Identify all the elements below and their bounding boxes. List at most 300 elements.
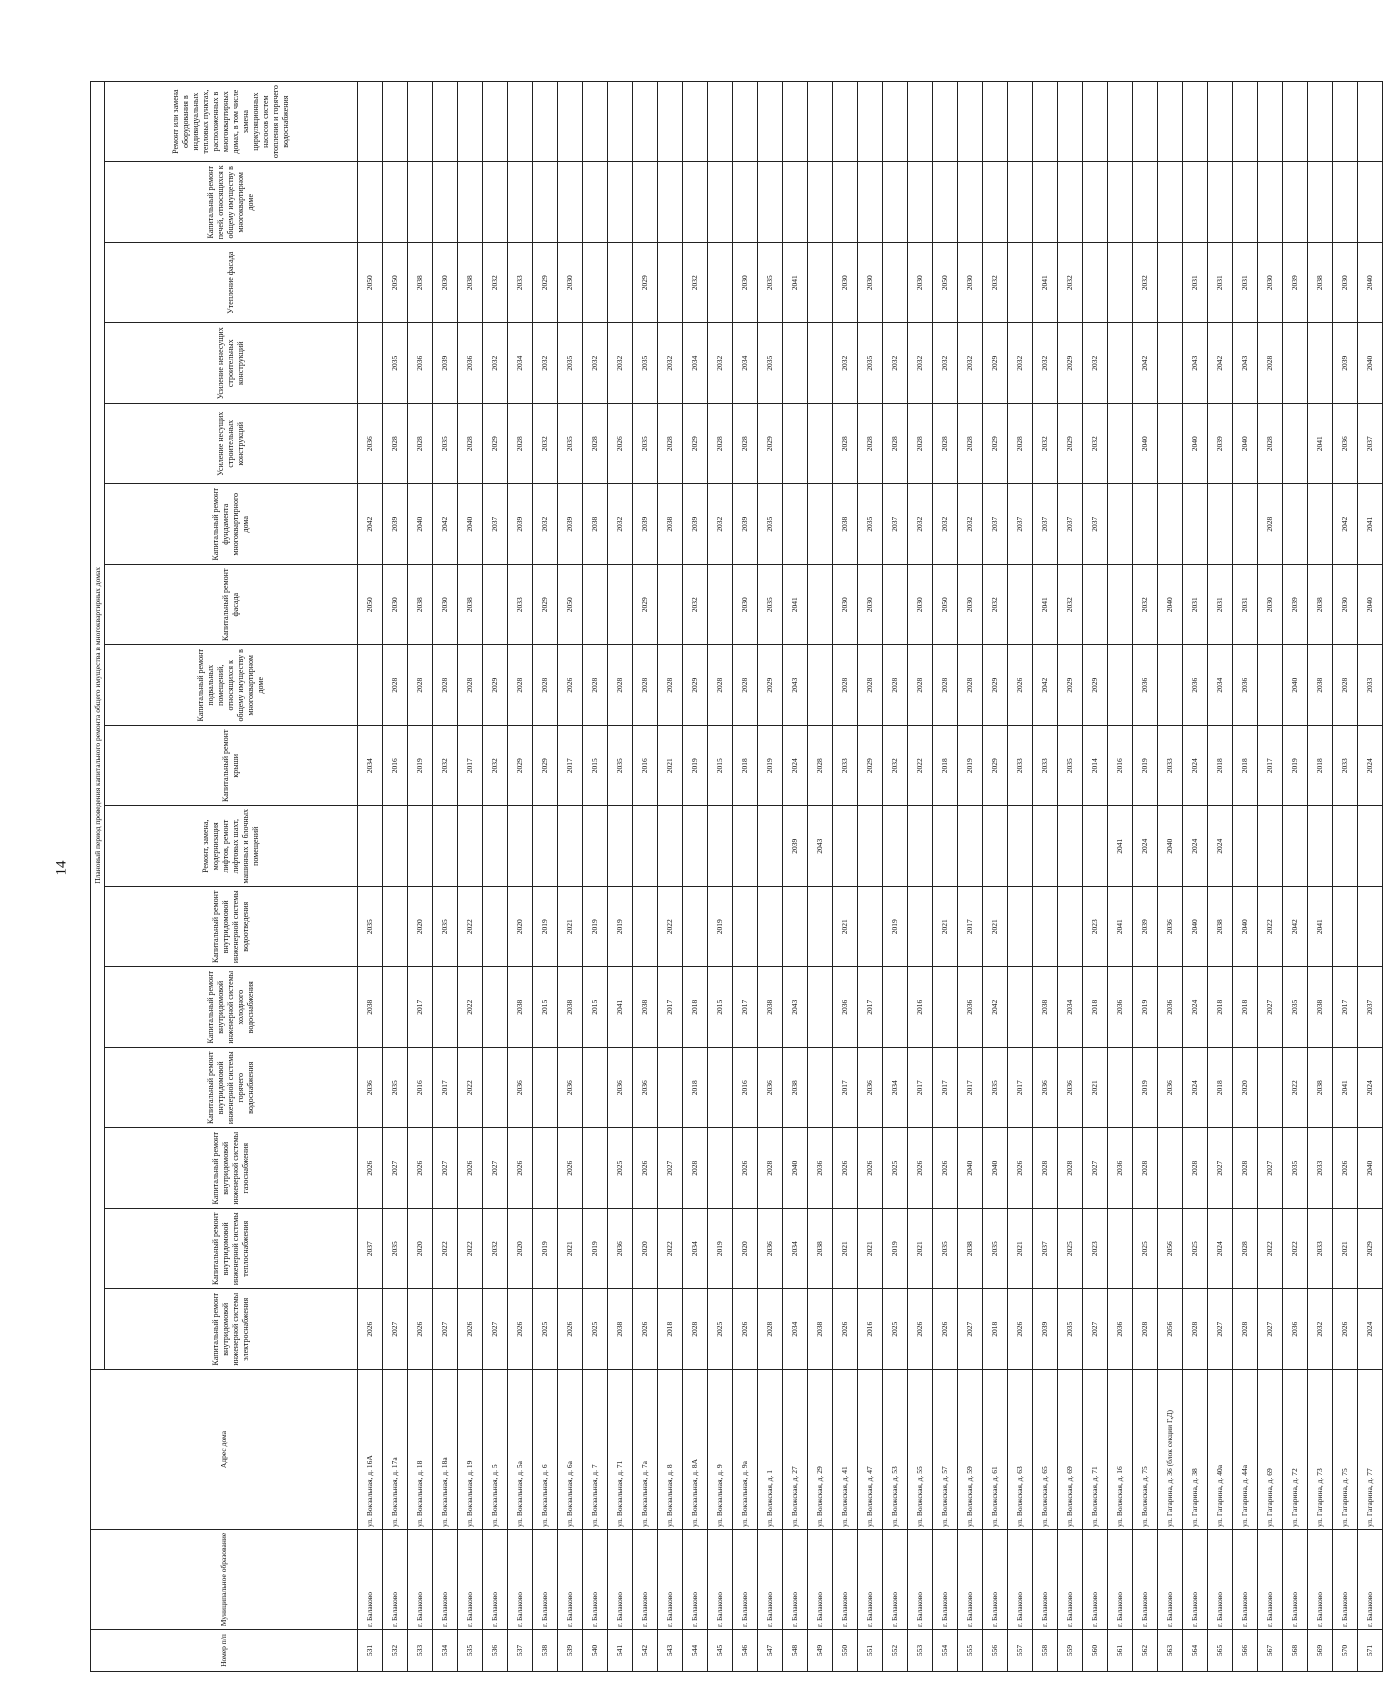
table-row (1208, 81, 1233, 1671)
row-number: 567 (1258, 1630, 1283, 1672)
row-year-cell: 2040 (1158, 806, 1183, 887)
row-address: ул. Вокзальная, д. 7а (633, 1370, 658, 1530)
row-year-cell (808, 484, 833, 565)
row-year-cell: 2020 (1233, 1048, 1258, 1129)
row-year-cell: 2025 (1058, 1209, 1083, 1290)
row-municipality: г. Балаково (1358, 1530, 1383, 1630)
row-year-cell: 2019 (758, 726, 783, 807)
row-municipality: г. Балаково (1108, 1530, 1133, 1630)
row-year-cell: 2026 (908, 1289, 933, 1370)
table-row (1133, 81, 1158, 1671)
row-year-cell: 2017 (833, 1048, 858, 1129)
row-year-cell (833, 806, 858, 887)
row-year-cell: 2028 (383, 404, 408, 485)
row-year-cell: 2026 (933, 1289, 958, 1370)
table-row (408, 81, 433, 1671)
row-year-cell: 2021 (983, 887, 1008, 968)
row-year-cell (1358, 887, 1383, 968)
row-year-cell: 2016 (733, 1048, 758, 1129)
row-year-cell: 2038 (408, 243, 433, 324)
row-year-cell: 2026 (858, 1128, 883, 1209)
row-year-cell: 2027 (383, 1289, 408, 1370)
row-year-cell: 2036 (1158, 1048, 1183, 1129)
row-year-cell (758, 887, 783, 968)
row-year-cell: 2041 (1358, 484, 1383, 565)
rotated-page (90, 82, 1374, 1672)
row-year-cell: 2050 (358, 565, 383, 646)
row-year-cell (1158, 404, 1183, 485)
row-year-cell: 2032 (883, 323, 908, 404)
row-year-cell: 2041 (1308, 887, 1333, 968)
row-year-cell: 2032 (933, 323, 958, 404)
row-year-cell (1108, 243, 1133, 324)
row-year-cell: 2032 (608, 323, 633, 404)
row-year-cell: 2028 (1333, 645, 1358, 726)
row-year-cell (1183, 162, 1208, 243)
row-year-cell: 2032 (1083, 323, 1108, 404)
row-year-cell: 2042 (983, 967, 1008, 1048)
row-year-cell (483, 1048, 508, 1129)
row-address: ул. Волжская, д. 57 (933, 1370, 958, 1530)
row-year-cell: 2032 (483, 323, 508, 404)
row-year-cell (1333, 162, 1358, 243)
row-year-cell: 2035 (608, 726, 633, 807)
row-year-cell: 2036 (758, 1048, 783, 1129)
row-year-cell: 2029 (983, 726, 1008, 807)
row-address: ул. Вокзальная, д. 17а (383, 1370, 408, 1530)
row-year-cell (1233, 81, 1258, 162)
row-year-cell (1158, 1128, 1183, 1209)
row-year-cell: 2032 (483, 726, 508, 807)
row-year-cell (533, 1128, 558, 1209)
table-row (1008, 81, 1033, 1671)
row-year-cell: 2032 (1058, 565, 1083, 646)
row-year-cell (783, 404, 808, 485)
row-year-cell: 2018 (1208, 1048, 1233, 1129)
row-year-cell: 2032 (1008, 323, 1033, 404)
row-number: 568 (1283, 1630, 1308, 1672)
repair-schedule-table (90, 81, 1383, 1672)
row-year-cell: 2040 (1233, 404, 1258, 485)
row-year-cell (633, 81, 658, 162)
row-year-cell: 2028 (583, 645, 608, 726)
row-year-cell: 2027 (1083, 1289, 1108, 1370)
row-year-cell (533, 162, 558, 243)
row-year-cell: 2028 (658, 404, 683, 485)
table-row (783, 81, 808, 1671)
row-address: ул. Волжская, д. 55 (908, 1370, 933, 1530)
row-number: 533 (408, 1630, 433, 1672)
row-year-cell: 2036 (1233, 645, 1258, 726)
page-number: 14 (53, 860, 70, 876)
row-year-cell: 2021 (1083, 1048, 1108, 1129)
row-year-cell (883, 243, 908, 324)
table-row (1308, 81, 1333, 1671)
row-year-cell: 2019 (883, 887, 908, 968)
row-year-cell: 2028 (533, 645, 558, 726)
row-year-cell (933, 81, 958, 162)
row-year-cell: 2017 (933, 1048, 958, 1129)
row-year-cell (1358, 81, 1383, 162)
row-municipality: г. Балаково (483, 1530, 508, 1630)
row-number: 539 (558, 1630, 583, 1672)
row-year-cell (1258, 645, 1283, 726)
header-work-8: Капитальный ремонт крыши (105, 726, 358, 807)
row-year-cell (1283, 162, 1308, 243)
row-year-cell: 2026 (1333, 1289, 1358, 1370)
row-year-cell (808, 887, 833, 968)
row-year-cell: 2020 (733, 1209, 758, 1290)
row-year-cell: 2036 (808, 1128, 833, 1209)
row-year-cell: 2026 (1333, 1128, 1358, 1209)
row-year-cell (983, 806, 1008, 887)
row-number: 532 (383, 1630, 408, 1672)
row-year-cell (883, 162, 908, 243)
row-year-cell: 2038 (358, 967, 383, 1048)
row-year-cell: 2021 (1333, 1209, 1358, 1290)
row-year-cell: 2031 (1233, 243, 1258, 324)
row-year-cell (958, 806, 983, 887)
row-year-cell (608, 81, 633, 162)
row-year-cell: 2038 (508, 967, 533, 1048)
row-year-cell: 2029 (533, 565, 558, 646)
row-year-cell: 2022 (1258, 887, 1283, 968)
row-year-cell: 2026 (833, 1289, 858, 1370)
row-year-cell (583, 565, 608, 646)
row-year-cell: 2029 (533, 243, 558, 324)
row-year-cell: 2038 (783, 1048, 808, 1129)
row-year-cell: 2032 (683, 243, 708, 324)
row-year-cell: 2029 (1083, 645, 1108, 726)
header-work-11: Капитальный ремонт фундамента многоквартирного дома (105, 484, 358, 565)
row-year-cell (483, 565, 508, 646)
row-year-cell: 2039 (1133, 887, 1158, 968)
row-year-cell: 2038 (458, 243, 483, 324)
row-year-cell: 2033 (1333, 726, 1358, 807)
table-row (733, 81, 758, 1671)
table-row (633, 81, 658, 1671)
table-row (958, 81, 983, 1671)
row-number: 562 (1133, 1630, 1158, 1672)
table-row (983, 81, 1008, 1671)
row-year-cell: 2032 (483, 1209, 508, 1290)
table-row (808, 81, 833, 1671)
table-body (358, 81, 1383, 1671)
row-year-cell (783, 323, 808, 404)
row-year-cell (983, 81, 1008, 162)
row-year-cell: 2022 (1283, 1209, 1308, 1290)
row-year-cell: 2036 (1283, 1289, 1308, 1370)
row-year-cell: 2028 (433, 645, 458, 726)
row-year-cell: 2032 (1133, 565, 1158, 646)
row-year-cell: 2036 (1158, 887, 1183, 968)
row-year-cell: 2021 (858, 1209, 883, 1290)
row-year-cell: 2038 (608, 1289, 633, 1370)
row-year-cell: 2028 (633, 645, 658, 726)
row-year-cell (1233, 162, 1258, 243)
row-year-cell (1108, 645, 1133, 726)
row-year-cell: 2043 (783, 967, 808, 1048)
row-address: ул. Вокзальная, д. 71 (608, 1370, 633, 1530)
row-year-cell: 2028 (708, 404, 733, 485)
row-year-cell: 2028 (1258, 484, 1283, 565)
row-year-cell: 2032 (433, 726, 458, 807)
row-number: 561 (1108, 1630, 1133, 1672)
row-year-cell: 2015 (583, 967, 608, 1048)
row-year-cell: 2022 (458, 967, 483, 1048)
row-year-cell (1083, 565, 1108, 646)
row-year-cell (858, 162, 883, 243)
table-row (583, 81, 608, 1671)
row-year-cell: 2032 (608, 484, 633, 565)
row-number: 543 (658, 1630, 683, 1672)
row-year-cell (383, 162, 408, 243)
row-year-cell (1108, 1048, 1133, 1129)
row-year-cell: 2035 (758, 565, 783, 646)
row-year-cell (1208, 162, 1233, 243)
row-year-cell: 2037 (1033, 484, 1058, 565)
table-row (908, 81, 933, 1671)
header-work-4: Капитальный ремонт внутридомовой инженерной системы горячего водоснабжения (105, 1048, 358, 1129)
table-row (1183, 81, 1208, 1671)
row-year-cell (1283, 806, 1308, 887)
row-year-cell (583, 243, 608, 324)
row-year-cell (708, 1128, 733, 1209)
row-year-cell: 2043 (1183, 323, 1208, 404)
table-row (1258, 81, 1283, 1671)
row-year-cell: 2031 (1208, 565, 1233, 646)
row-municipality: г. Балаково (583, 1530, 608, 1630)
row-year-cell (508, 162, 533, 243)
row-year-cell (1308, 323, 1333, 404)
row-year-cell: 2040 (1158, 565, 1183, 646)
row-year-cell: 2026 (908, 1128, 933, 1209)
row-number: 531 (358, 1630, 383, 1672)
row-year-cell: 2034 (783, 1209, 808, 1290)
row-year-cell: 2022 (1258, 1209, 1283, 1290)
row-year-cell (1008, 806, 1033, 887)
row-year-cell: 2035 (433, 887, 458, 968)
row-year-cell: 2027 (1208, 1128, 1233, 1209)
row-year-cell: 2041 (1108, 806, 1133, 887)
row-year-cell: 2030 (858, 565, 883, 646)
row-year-cell: 2024 (1183, 806, 1208, 887)
row-year-cell: 2036 (1108, 1128, 1133, 1209)
row-year-cell (658, 243, 683, 324)
table-row (1333, 81, 1358, 1671)
row-number: 534 (433, 1630, 458, 1672)
row-year-cell: 2026 (508, 1289, 533, 1370)
row-number: 537 (508, 1630, 533, 1672)
row-year-cell: 2030 (733, 565, 758, 646)
row-year-cell: 2029 (1058, 645, 1083, 726)
row-year-cell (1183, 81, 1208, 162)
row-year-cell: 2036 (633, 1048, 658, 1129)
row-year-cell (433, 162, 458, 243)
row-year-cell (458, 806, 483, 887)
row-year-cell: 2021 (933, 887, 958, 968)
row-year-cell: 2018 (1208, 726, 1233, 807)
row-year-cell: 2041 (783, 565, 808, 646)
row-year-cell: 2029 (983, 645, 1008, 726)
row-year-cell (908, 162, 933, 243)
row-municipality: г. Балаково (1258, 1530, 1283, 1630)
row-year-cell: 2037 (483, 484, 508, 565)
row-year-cell: 2019 (533, 887, 558, 968)
row-year-cell: 2017 (958, 1048, 983, 1129)
row-year-cell (483, 806, 508, 887)
row-year-cell (708, 81, 733, 162)
row-year-cell: 2028 (383, 645, 408, 726)
row-year-cell (1033, 806, 1058, 887)
row-year-cell (683, 806, 708, 887)
row-year-cell: 2025 (883, 1289, 908, 1370)
row-year-cell: 2028 (833, 404, 858, 485)
row-year-cell (1258, 1048, 1283, 1129)
row-year-cell: 2023 (1083, 887, 1108, 968)
row-year-cell: 2027 (433, 1289, 458, 1370)
row-year-cell (758, 162, 783, 243)
row-year-cell: 2021 (1008, 1209, 1033, 1290)
row-municipality: г. Балаково (1183, 1530, 1208, 1630)
row-year-cell: 2022 (908, 726, 933, 807)
row-year-cell: 2033 (833, 726, 858, 807)
row-address: ул. Гагарина, д. 36 (блок секции Г,Д) (1158, 1370, 1183, 1530)
row-year-cell (783, 484, 808, 565)
row-municipality: г. Балаково (408, 1530, 433, 1630)
row-municipality: г. Балаково (1208, 1530, 1233, 1630)
row-year-cell: 2039 (558, 484, 583, 565)
row-year-cell (983, 162, 1008, 243)
row-municipality: г. Балаково (1158, 1530, 1183, 1630)
row-year-cell: 2028 (508, 645, 533, 726)
row-year-cell (858, 81, 883, 162)
row-year-cell (808, 967, 833, 1048)
row-year-cell (558, 806, 583, 887)
row-year-cell: 2036 (758, 1209, 783, 1290)
row-year-cell: 2018 (983, 1289, 1008, 1370)
table-row (1033, 81, 1058, 1671)
row-year-cell: 2026 (608, 404, 633, 485)
row-year-cell: 2024 (1358, 726, 1383, 807)
row-address: ул. Волжская, д. 29 (808, 1370, 833, 1530)
row-year-cell: 2038 (808, 1209, 833, 1290)
row-address: ул. Волжская, д. 16 (1108, 1370, 1133, 1530)
row-year-cell: 2024 (783, 726, 808, 807)
row-year-cell (1033, 887, 1058, 968)
row-year-cell: 2029 (683, 404, 708, 485)
row-year-cell: 2026 (408, 1128, 433, 1209)
row-year-cell: 2029 (483, 404, 508, 485)
row-year-cell: 2017 (658, 967, 683, 1048)
row-municipality: г. Балаково (1033, 1530, 1058, 1630)
row-year-cell (1158, 323, 1183, 404)
row-municipality: г. Балаково (633, 1530, 658, 1630)
row-year-cell: 2020 (633, 1209, 658, 1290)
row-year-cell (1358, 162, 1383, 243)
row-address: ул. Вокзальная, д. 8А (683, 1370, 708, 1530)
row-year-cell: 2037 (1358, 404, 1383, 485)
row-year-cell: 2034 (358, 726, 383, 807)
row-year-cell: 2038 (1208, 887, 1233, 968)
row-year-cell: 2031 (1208, 243, 1233, 324)
row-year-cell (1308, 81, 1333, 162)
row-year-cell (908, 81, 933, 162)
row-year-cell: 2036 (833, 967, 858, 1048)
row-number: 554 (933, 1630, 958, 1672)
row-year-cell: 2022 (458, 1209, 483, 1290)
row-year-cell: 2029 (633, 565, 658, 646)
row-address: ул. Вокзальная, д. 18 (408, 1370, 433, 1530)
row-year-cell: 2035 (383, 323, 408, 404)
row-year-cell: 2038 (758, 967, 783, 1048)
row-municipality: г. Балаково (708, 1530, 733, 1630)
row-year-cell: 2038 (583, 484, 608, 565)
row-year-cell: 2028 (1133, 1289, 1158, 1370)
row-year-cell: 2019 (1133, 967, 1158, 1048)
row-year-cell (658, 81, 683, 162)
table-row (1158, 81, 1183, 1671)
row-year-cell (1158, 243, 1183, 324)
row-year-cell (508, 806, 533, 887)
row-year-cell: 2027 (433, 1128, 458, 1209)
row-number: 542 (633, 1630, 658, 1672)
row-year-cell: 2039 (783, 806, 808, 887)
row-year-cell: 2027 (1083, 1128, 1108, 1209)
row-municipality: г. Балаково (383, 1530, 408, 1630)
row-year-cell: 2020 (408, 887, 433, 968)
row-year-cell (1008, 162, 1033, 243)
row-year-cell (483, 887, 508, 968)
row-year-cell: 2037 (1033, 1209, 1058, 1290)
row-year-cell: 2031 (1233, 565, 1258, 646)
row-year-cell: 2028 (458, 645, 483, 726)
row-year-cell: 2036 (608, 1209, 633, 1290)
row-year-cell (1233, 806, 1258, 887)
row-year-cell: 2034 (1058, 967, 1083, 1048)
row-year-cell: 2032 (583, 323, 608, 404)
row-year-cell: 2036 (558, 1048, 583, 1129)
header-work-12: Усиление несущих строительных конструкций (105, 404, 358, 485)
row-municipality: г. Балаково (508, 1530, 533, 1630)
row-year-cell (558, 162, 583, 243)
row-year-cell: 2022 (433, 1209, 458, 1290)
row-year-cell (433, 806, 458, 887)
row-year-cell (658, 1048, 683, 1129)
row-year-cell: 2031 (1183, 565, 1208, 646)
row-year-cell: 2037 (983, 484, 1008, 565)
row-number: 559 (1058, 1630, 1083, 1672)
row-number: 563 (1158, 1630, 1183, 1672)
row-year-cell: 2017 (408, 967, 433, 1048)
row-number: 540 (583, 1630, 608, 1672)
row-year-cell: 2040 (958, 1128, 983, 1209)
row-year-cell: 2027 (383, 1128, 408, 1209)
row-year-cell: 2035 (383, 1209, 408, 1290)
row-address: ул. Вокзальная, д. 5 (483, 1370, 508, 1530)
row-municipality: г. Балаково (733, 1530, 758, 1630)
row-year-cell: 2028 (1183, 1289, 1208, 1370)
row-number: 536 (483, 1630, 508, 1672)
row-year-cell: 2028 (1258, 404, 1283, 485)
row-year-cell: 2026 (358, 1289, 383, 1370)
row-year-cell: 2028 (1233, 1128, 1258, 1209)
row-year-cell (908, 887, 933, 968)
header-work-2: Капитальный ремонт внутридомовой инженерной системы теплоснабжения (105, 1209, 358, 1290)
row-number: 565 (1208, 1630, 1233, 1672)
row-year-cell: 2040 (1358, 243, 1383, 324)
row-year-cell (1033, 81, 1058, 162)
